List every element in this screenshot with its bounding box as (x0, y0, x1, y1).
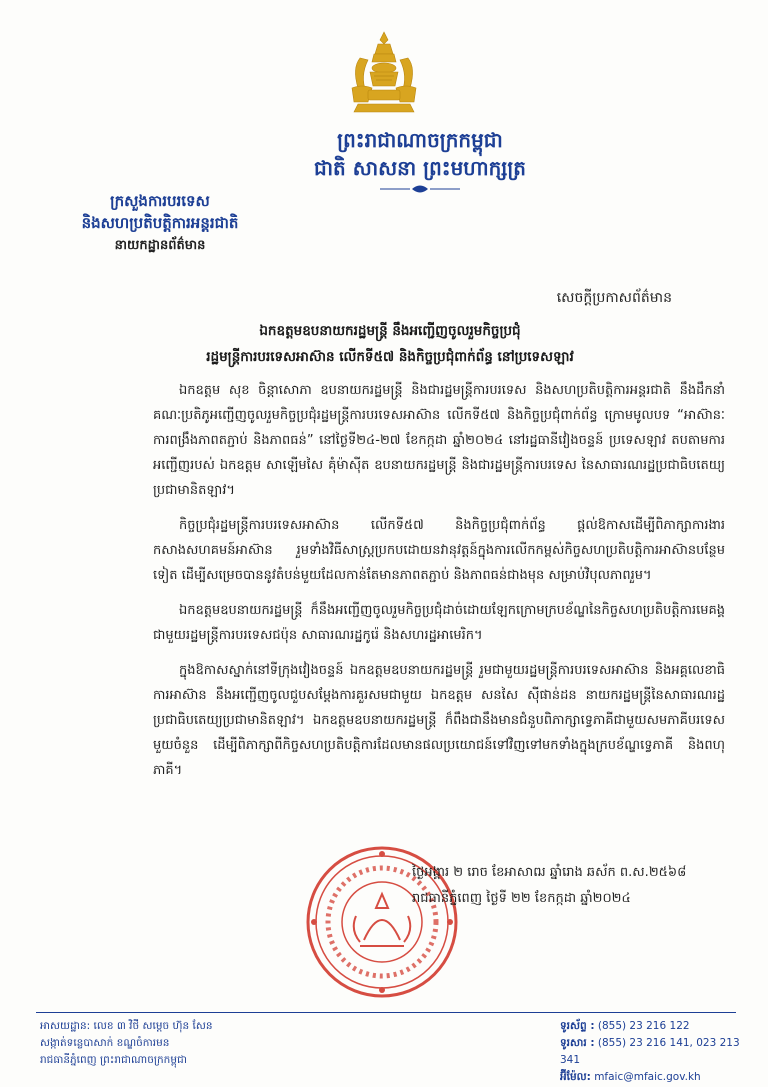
email-row (560, 1069, 760, 1086)
email-label: អ៊ីម៉ែល: (560, 1071, 591, 1083)
address-line-3: រាជធានីភ្នំពេញ ព្រះរាជាណាចក្រកម្ពុជា (40, 1054, 187, 1066)
document-type-label: សេចក្តីប្រកាសព័ត៌មាន (556, 290, 672, 306)
fax-row (560, 1035, 760, 1069)
phone-value: (855) 23 216 122 (597, 1020, 690, 1032)
phone-label: ទូរស័ព្ទ : (560, 1020, 595, 1032)
fax-value: (855) 23 216 141, 023 213 341 (560, 1037, 740, 1066)
department-name: នាយកដ្ឋានព័ត៌មាន (114, 238, 206, 253)
royal-coat-of-arms-emblem (338, 28, 430, 120)
body-paragraph-2: កិច្ចប្រជុំរដ្ឋមន្ត្រីការបរទេសអាស៊ាន លើកទី៥៧ និងកិច្ចប្រជុំពាក់ព័ន្ធ ផ្តល់ឱកាសដើម្បីពិភាក្សាការងារកសាងសហគមន៍អាស៊ាន រួមទាំងវិធីសាស្ត្រប្រកបដោយនវានុវត្តន៍ក្នុងការលើកកម្ពស់កិច្ចសហប្រតិបត្តិការអាស៊ានបន្ថែមទៀត ដើម្បីសម្រេចបាននូវតំបន់មួយដែលកាន់តែមានភាពតភ្ជាប់ និងភាពធន់ជាងមុន សម្រាប់វិបុលភាពរួម។ (153, 518, 725, 583)
kingdom-heading (300, 126, 540, 194)
kingdom-name: ព្រះរាជាណាចក្រកម្ពុជា (337, 128, 503, 152)
body-paragraph-1: ឯកឧត្តម សុខ ចិន្ដាសោភា ឧបនាយករដ្ឋមន្ត្រី និងជារដ្ឋមន្ត្រីការបរទេស និងសហប្រតិបត្តិការអន្តរជាតិ នឹងដឹកនាំគណៈប្រតិភូអញ្ជើញចូលរួមកិច្ចប្រជុំរដ្ឋមន្ត្រីការបរទេសអាស៊ាន លើកទី៥៧ និងកិច្ចប្រជុំពាក់ព័ន្ធ ក្រោមមូលបទ “អាស៊ានៈ ការពង្រឹងភាពតភ្ជាប់ និងភាពធន់” នៅថ្ងៃទី២៤-២៧ ខែកក្កដា ឆ្នាំ២០២៤ នៅរដ្ឋធានីវៀងចន្ទន៍ ប្រទេសឡាវ តបតាមការអញ្ជើញរបស់ ឯកឧត្តម សាឡើមសៃ គុំម៉ាស៊ីត ឧបនាយករដ្ឋមន្ត្រី និងជារដ្ឋមន្ត្រីការបរទេស នៃសាធារណរដ្ឋប្រជាធិបតេយ្យប្រជាមានិតឡាវ។ (153, 383, 725, 498)
footer-contacts (560, 1018, 760, 1086)
press-release-body (153, 378, 725, 793)
footer-divider (36, 1012, 736, 1013)
ministry-name-line1: ក្រសួងការបរទេស (110, 192, 210, 210)
date-block (412, 860, 732, 912)
lunar-date: ថ្ងៃអង្គារ ២ រោច ខែអាសាឍ ឆ្នាំរោង ឆស័ក ព.ស.២៥៦៨ (412, 865, 687, 880)
address-line-2: សង្កាត់ទន្លេបាសាក់ ខណ្ឌចំការមន (40, 1037, 170, 1049)
national-motto: ជាតិ សាសនា ព្រះមហាក្សត្រ (314, 156, 526, 180)
ministry-heading (60, 190, 260, 258)
email-link[interactable]: mfaic@mfaic.gov.kh (594, 1071, 701, 1083)
ministry-name-line2: និងសហប្រតិបត្តិការអន្តរជាតិ (81, 214, 239, 232)
address-line-1: អាសយដ្ឋាន: លេខ ៣ វិថី សម្តេច ហ៊ុន សែន (40, 1020, 213, 1032)
headline-line1: ឯកឧត្តមឧបនាយករដ្ឋមន្ត្រី នឹងអញ្ជើញចូលរួមកិច្ចប្រជុំ (259, 323, 521, 339)
press-release-headline (120, 318, 660, 370)
divider-ornament-icon (380, 184, 460, 194)
phone-row (560, 1018, 760, 1035)
fax-label: ទូរសារ : (560, 1037, 595, 1049)
footer-address (40, 1018, 440, 1069)
body-paragraph-4: ក្នុងឱកាសស្នាក់នៅទីក្រុងវៀងចន្ទន៍ ឯកឧត្តមឧបនាយករដ្ឋមន្ត្រី រួមជាមួយរដ្ឋមន្ត្រីការបរទេសអាស៊ាន និងអគ្គលេខាធិការអាស៊ាន នឹងអញ្ជើញចូលជួបសម្តែងការគួរសមជាមួយ ឯកឧត្តម សនសៃ ស៊ីផាន់ដន នាយករដ្ឋមន្ត្រីនៃសាធារណរដ្ឋប្រជាធិបតេយ្យប្រជាមានិតឡាវ។ ឯកឧត្តមឧបនាយករដ្ឋមន្ត្រី ក៏ពឹងជានឹងមានជំនួបពិភាក្សាទ្វេភាគីជាមួយសមភាគីបរទេសមួយចំនួន ដើម្បីពិភាក្សាពីកិច្ចសហប្រតិបត្តិការដែលមានផលប្រយោជន៍ទៅវិញទៅមកទាំងក្នុងក្របខ័ណ្ឌទ្វេភាគី និងពហុភាគី។ (153, 663, 725, 778)
body-paragraph-3: ឯកឧត្តមឧបនាយករដ្ឋមន្ត្រី ក៏នឹងអញ្ជើញចូលរួមកិច្ចប្រជុំដាច់ដោយឡែកក្រោមក្របខ័ណ្ឌនៃកិច្ចសហប្រតិបត្តិការមេគង្គ ជាមួយរដ្ឋមន្ត្រីការបរទេសជប៉ុន សាធារណរដ្ឋកូរ៉េ និងសហរដ្ឋអាមេរិក។ (153, 603, 725, 643)
headline-line2: រដ្ឋមន្ត្រីការបរទេសអាស៊ាន លើកទី៥៧ និងកិច្ចប្រជុំពាក់ព័ន្ធ នៅប្រទេសឡាវ (206, 349, 574, 365)
solar-date: រាជធានីភ្នំពេញ ថ្ងៃទី ២២ ខែកក្កដា ឆ្នាំ២០២៤ (412, 891, 631, 906)
